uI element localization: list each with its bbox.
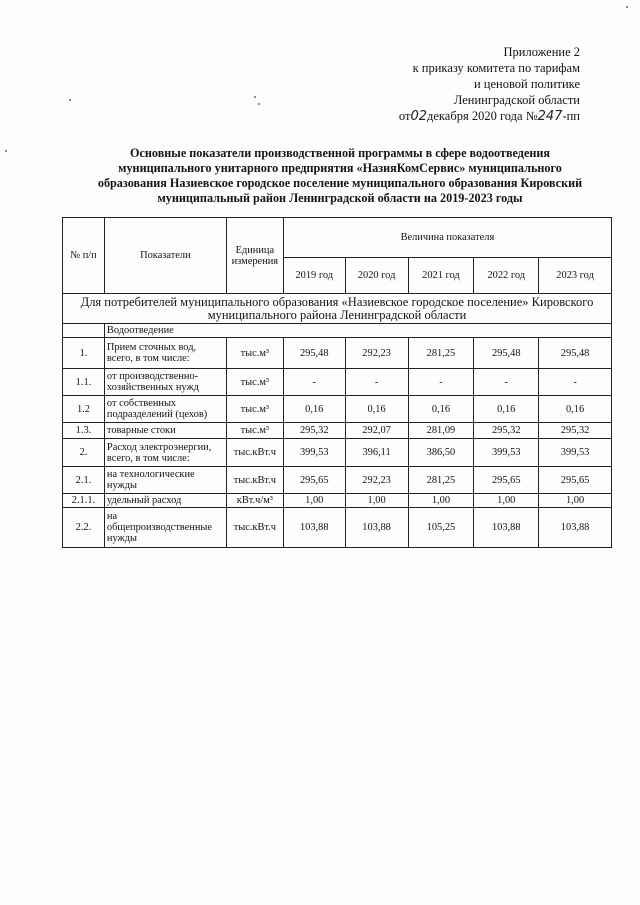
row-num: 2.1. (63, 467, 105, 494)
row-value: - (283, 369, 345, 396)
row-unit: тыс.м³ (226, 396, 283, 423)
appendix-line: Ленинградской области (453, 93, 580, 107)
row-name: удельный расход (104, 494, 226, 508)
row-value: 399,53 (474, 439, 539, 467)
row-value: 0,16 (474, 396, 539, 423)
header-num: № п/п (63, 218, 105, 294)
scan-speck (5, 150, 7, 152)
table-row (63, 439, 612, 467)
title-line: муниципального унитарного предприятия «НазияКомСервис» муниципального (118, 161, 562, 175)
row-num: 1.2 (63, 396, 105, 423)
row-value: 1,00 (474, 494, 539, 508)
row-unit: тыс.кВт.ч (226, 508, 283, 548)
row-value: 295,32 (539, 423, 612, 439)
appendix-line: Приложение 2 (503, 45, 580, 59)
scan-speck (258, 103, 260, 105)
row-unit: тыс.м³ (226, 423, 283, 439)
row-unit: тыс.м³ (226, 369, 283, 396)
table-row (63, 396, 612, 423)
row-name: Расход электроэнергии, всего, в том числе: (104, 439, 226, 467)
title-line: муниципальный район Ленинградской области на 2019-2023 годы (157, 191, 523, 205)
row-value: 0,16 (283, 396, 345, 423)
row-num: 2.2. (63, 508, 105, 548)
row-value: 1,00 (283, 494, 345, 508)
row-value: 0,16 (408, 396, 474, 423)
scan-speck (69, 99, 71, 101)
row-unit: тыс.м³ (226, 338, 283, 369)
scan-speck (626, 6, 628, 8)
consumer-group-row (63, 294, 612, 324)
row-value: 295,32 (283, 423, 345, 439)
table-row (63, 338, 612, 369)
row-value: - (539, 369, 612, 396)
order-number: 247 (537, 109, 563, 124)
table-row (63, 423, 612, 439)
row-name: от производственно-хозяйственных нужд (104, 369, 226, 396)
row-num: 2.1.1. (63, 494, 105, 508)
row-value: 295,48 (539, 338, 612, 369)
section-label: Водоотведение (104, 324, 611, 338)
row-unit: кВт.ч/м³ (226, 494, 283, 508)
row-num: 1.3. (63, 423, 105, 439)
row-value: 292,23 (345, 467, 408, 494)
table-row (63, 508, 612, 548)
section-num-cell (63, 324, 105, 338)
table-row (63, 369, 612, 396)
header-value: Величина показателя (283, 218, 611, 258)
header-year: 2022 год (474, 258, 539, 294)
row-value: 295,48 (474, 338, 539, 369)
row-value: 292,07 (345, 423, 408, 439)
row-unit: тыс.кВт.ч (226, 467, 283, 494)
row-value: 295,32 (474, 423, 539, 439)
row-value: 399,53 (539, 439, 612, 467)
row-value: 281,09 (408, 423, 474, 439)
row-value: 0,16 (539, 396, 612, 423)
table-row (63, 494, 612, 508)
section-row (63, 324, 612, 338)
row-value: - (408, 369, 474, 396)
row-value: 399,53 (283, 439, 345, 467)
header-year: 2023 год (539, 258, 612, 294)
header-indicator: Показатели (104, 218, 226, 294)
header-year: 2021 год (408, 258, 474, 294)
table-header-row (63, 218, 612, 258)
order-mid: декабря 2020 года № (427, 109, 538, 123)
row-value: 103,88 (474, 508, 539, 548)
row-num: 1. (63, 338, 105, 369)
header-year: 2020 год (345, 258, 408, 294)
row-value: - (474, 369, 539, 396)
row-name: на общепроизводственные нужды (104, 508, 226, 548)
appendix-block (399, 44, 580, 125)
row-num: 2. (63, 439, 105, 467)
indicators-table (62, 217, 612, 548)
order-prefix: от (398, 109, 411, 123)
row-value: 0,16 (345, 396, 408, 423)
row-name: на технологические нужды (104, 467, 226, 494)
order-day: 02 (410, 109, 427, 124)
header-year: 2019 год (283, 258, 345, 294)
row-value: 281,25 (408, 338, 474, 369)
title-line: образования Назиевское городское поселение муниципального образования Кировский (97, 176, 583, 190)
row-value: 295,65 (474, 467, 539, 494)
row-value: 295,48 (283, 338, 345, 369)
scan-speck (254, 96, 256, 98)
row-name: товарные стоки (104, 423, 226, 439)
row-value: 295,65 (539, 467, 612, 494)
row-value: 386,50 (408, 439, 474, 467)
header-unit: Единица измерения (226, 218, 283, 294)
row-value: 396,11 (345, 439, 408, 467)
row-name: Прием сточных вод, всего, в том числе: (104, 338, 226, 369)
row-value: - (345, 369, 408, 396)
row-value: 1,00 (408, 494, 474, 508)
appendix-line: и ценовой политике (473, 77, 580, 91)
row-value: 1,00 (539, 494, 612, 508)
order-suffix: -пп (562, 109, 580, 123)
title-line: Основные показатели производственной программы в сфере водоотведения (130, 146, 550, 160)
row-unit: тыс.кВт.ч (226, 439, 283, 467)
row-num: 1.1. (63, 369, 105, 396)
row-name: от собственных подразделений (цехов) (104, 396, 226, 423)
row-value: 1,00 (345, 494, 408, 508)
document-title (60, 146, 620, 206)
row-value: 295,65 (283, 467, 345, 494)
row-value: 105,25 (408, 508, 474, 548)
row-value: 103,88 (345, 508, 408, 548)
row-value: 103,88 (283, 508, 345, 548)
appendix-line: к приказу комитета по тарифам (412, 61, 580, 75)
table-row (63, 467, 612, 494)
row-value: 281,25 (408, 467, 474, 494)
order-date-line (399, 108, 580, 125)
row-value: 103,88 (539, 508, 612, 548)
consumer-group: Для потребителей муниципального образования «Назиевское городское поселение» Кировского муниципального района Ленинградской области (63, 294, 612, 324)
row-value: 292,23 (345, 338, 408, 369)
